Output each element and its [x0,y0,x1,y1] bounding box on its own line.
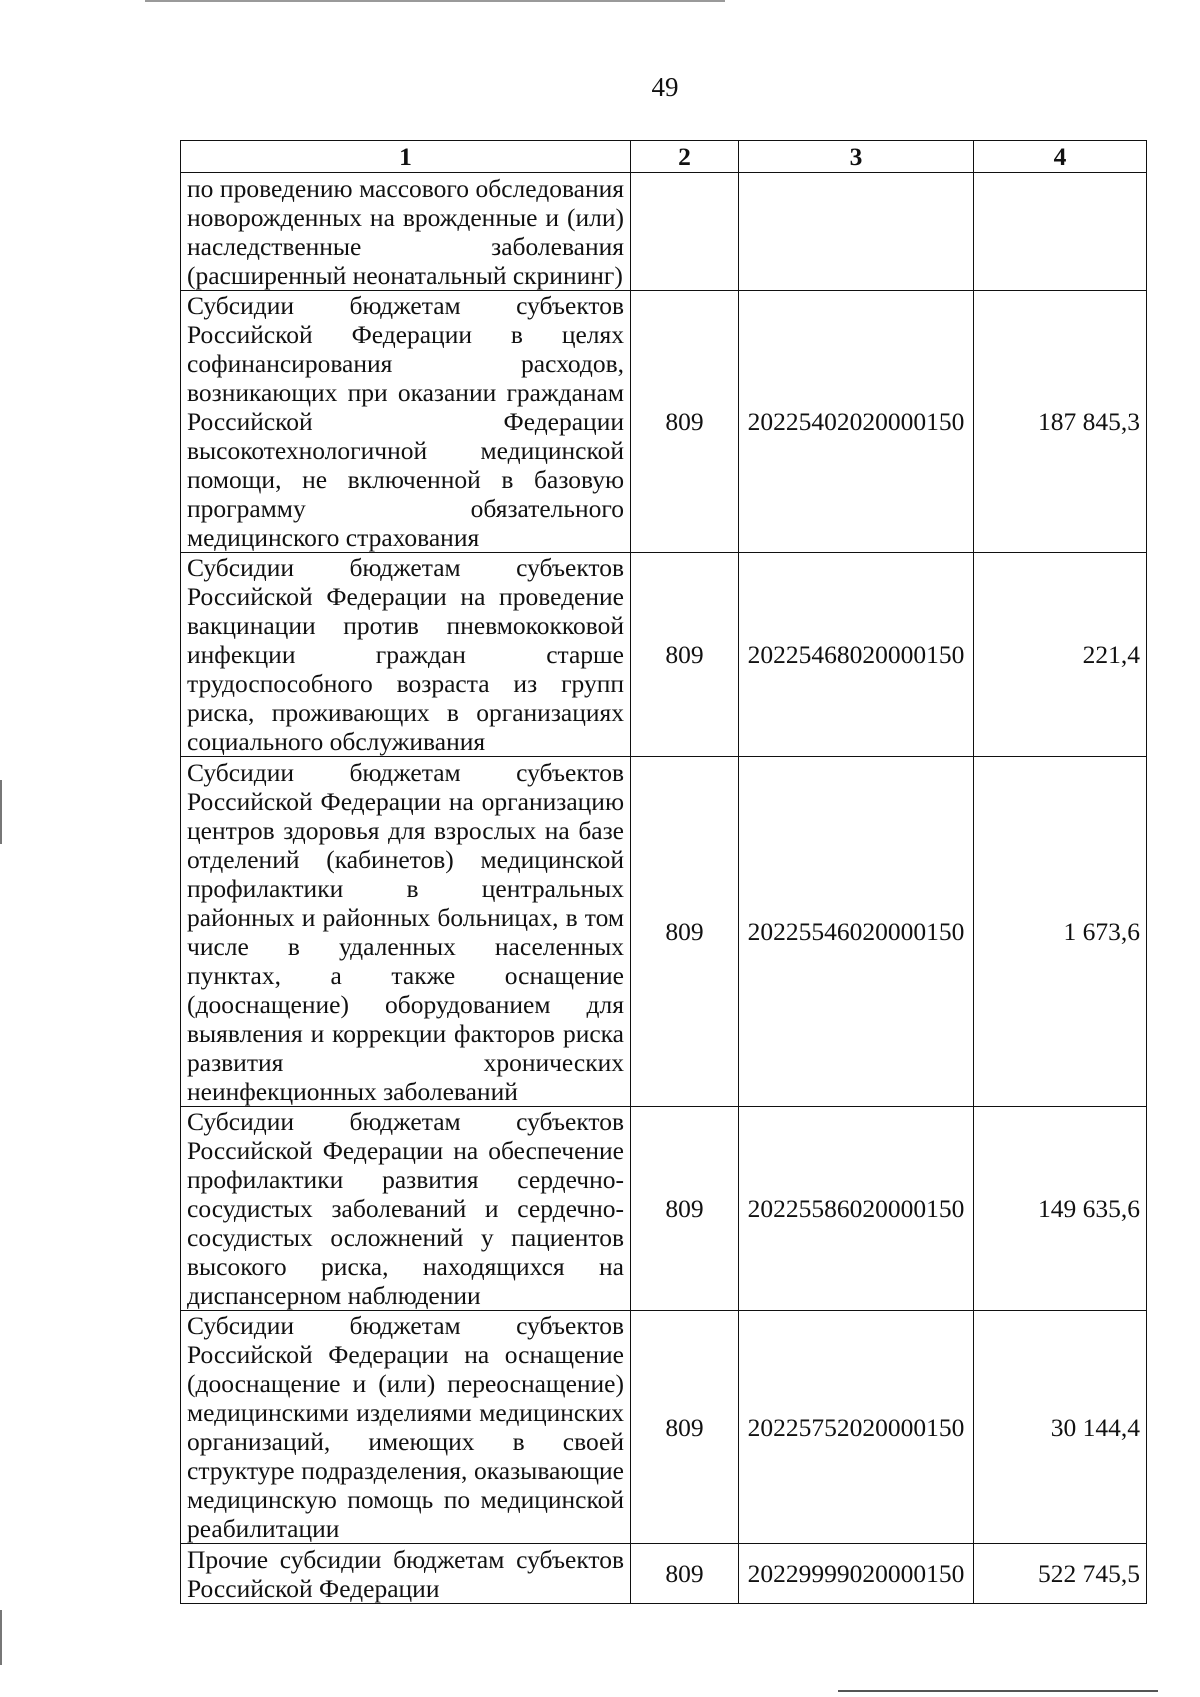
row-admin-code: 809 [631,757,739,1107]
row-description: по проведению массового обследования новорожденных на врожденные и (или) наследственные заболевания (расширенный неонатальный скрининг) [181,173,631,291]
row-budget-code: 20229999020000150 [739,1544,974,1604]
row-description: Субсидии бюджетам субъектов Российской Федерации на проведение вакцинации против пневмококковой инфекции граждан старше трудоспособного возраста из групп риска, проживающих в организациях социального обслуживания [181,553,631,757]
row-description: Субсидии бюджетам субъектов Российской Федерации на организацию центров здоровья для взрослых на базе отделений (кабинетов) медицинской профилактики в центральных районных и районных больницах, в том числе в удаленных населенных пунктах, а также оснащение (дооснащение) оборудованием для выявления и коррекции факторов риска развития хронических неинфекционных заболеваний [181,757,631,1107]
page-number: 49 [651,72,679,102]
row-admin-code: 809 [631,1107,739,1311]
row-admin-code: 809 [631,553,739,757]
table-row [181,553,1147,757]
table-row [181,173,1147,291]
row-amount: 522 745,5 [974,1544,1147,1604]
row-amount [974,173,1147,291]
row-budget-code [739,173,974,291]
table-header-row [181,141,1147,173]
column-header-description: 1 [181,141,631,173]
row-description: Субсидии бюджетам субъектов Российской Федерации на оснащение (дооснащение и (или) переоснащение) медицинскими изделиями медицинских организаций, имеющих в своей структуре подразделения, оказывающие медицинскую помощь по медицинской реабилитации [181,1311,631,1544]
row-admin-code: 809 [631,291,739,553]
budget-table-container [180,140,1146,1604]
row-budget-code: 20225468020000150 [739,553,974,757]
table-row [181,291,1147,553]
row-budget-code: 20225546020000150 [739,757,974,1107]
column-header-admin: 2 [631,141,739,173]
scan-margin-mark [0,780,2,844]
row-budget-code: 20225402020000150 [739,291,974,553]
column-header-code: 3 [739,141,974,173]
row-description: Субсидии бюджетам субъектов Российской Федерации на обеспечение профилактики развития сердечно-сосудистых заболеваний и сердечно-сосудистых осложнений у пациентов высокого риска, находящихся на диспансерном наблюдении [181,1107,631,1311]
scan-top-rule [145,0,725,2]
row-amount: 1 673,6 [974,757,1147,1107]
scan-bottom-rule [838,1690,1158,1692]
row-admin-code [631,173,739,291]
row-description: Прочие субсидии бюджетам субъектов Российской Федерации [181,1544,631,1604]
row-budget-code: 20225752020000150 [739,1311,974,1544]
budget-table [180,140,1147,1604]
row-admin-code: 809 [631,1311,739,1544]
row-budget-code: 20225586020000150 [739,1107,974,1311]
row-admin-code: 809 [631,1544,739,1604]
scan-margin-mark [0,1610,2,1665]
row-amount: 30 144,4 [974,1311,1147,1544]
row-amount: 187 845,3 [974,291,1147,553]
row-description: Субсидии бюджетам субъектов Российской Федерации в целях софинансирования расходов, возникающих при оказании гражданам Российской Федерации высокотехнологичной медицинской помощи, не включенной в базовую программу обязательного медицинского страхования [181,291,631,553]
table-row [181,1544,1147,1604]
column-header-amount: 4 [974,141,1147,173]
row-amount: 149 635,6 [974,1107,1147,1311]
table-row [181,1311,1147,1544]
row-amount: 221,4 [974,553,1147,757]
table-row [181,1107,1147,1311]
table-row [181,757,1147,1107]
